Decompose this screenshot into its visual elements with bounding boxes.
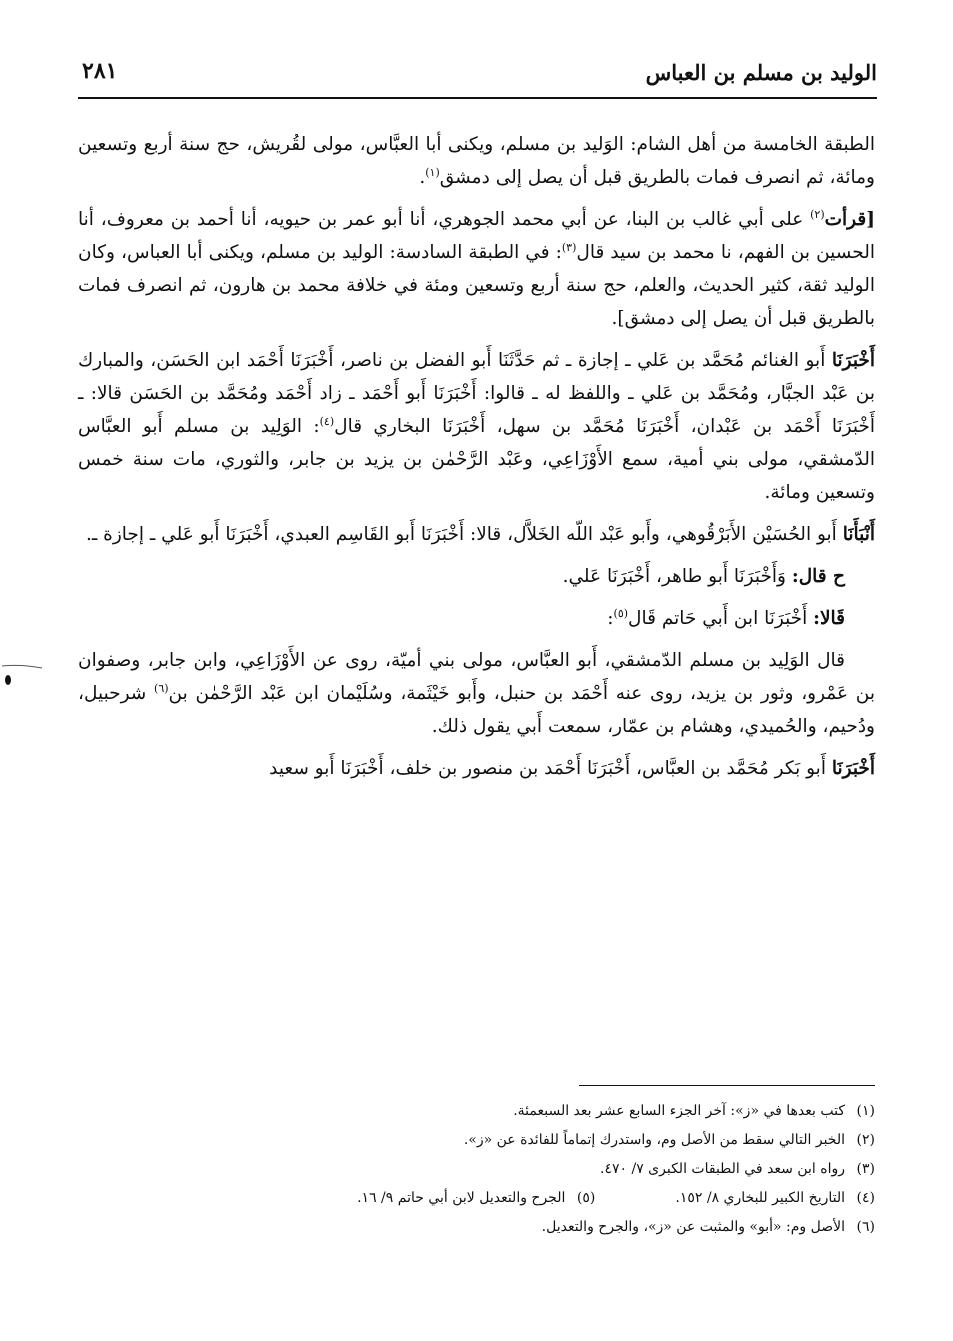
- text-run: قال الوَلِيد بن مسلم الدّمشقي، أَبو العبَّاس، مولى بني أميّة، روى عن الأَوْزَاعِي، وابن جابر، وصفوان بن عَمْرو، وثور بن يزيد، روى عنه أَحْمَد بن حنبل، وأَبو خَيْثَمة، وسُلَيْمان ابن عَبْد الرَّحْمٰن بن: [78, 650, 875, 704]
- text-run: : الوَلِيد بن مسلم أَبو العبَّاس الدّمشقي، مولى بني أمية، سمع الأَوْزَاعِي، وعَبْد الرَّحْمٰن بن يزيد بن جابر، والثوري، مات سنة خمس وتسعين ومائة.: [78, 416, 875, 503]
- text-run: أَبو الحُسَيْن الأَبَرْقُوهي، وأَبو عَبْد اللّه الخَلاَّل، قالا: أَخْبَرَنَا أَبو القَاسِم العبدي، أَخْبَرَنَا أَبو عَلي ـ إجازة ـ.: [85, 524, 843, 545]
- footnote-text: الجرح والتعديل لابن أبي حاتم ٩/ ١٦.: [357, 1190, 566, 1206]
- footnote-rule: [579, 1085, 875, 1086]
- footnote-text: الأصل وم: «أبو» والمثبت عن «ز»، والجرح والتعديل.: [541, 1219, 845, 1235]
- text-run: شرحبيل، ودُحيم، والحُميدي، وهشام بن عمّار، سمعت أَبي يقول ذلك.: [78, 683, 875, 737]
- keyword: أَنْبَأَنَا: [842, 524, 875, 545]
- paragraph: [78, 203, 875, 335]
- footnote-ref: (٢): [810, 207, 825, 221]
- text-run: وَأَخْبَرَنَا أَبو طاهر، أَخْبَرَنَا عَلي.: [562, 566, 792, 587]
- footnote-number: (٣): [856, 1161, 875, 1177]
- text-run: على أبي غالب بن البنا، عن أبي محمد الجوهري، أنا أبو عمر بن حيويه، أنا أحمد بن معروف، أنا الحسين بن الفهم، نا محمد بن سيد قال: [78, 209, 875, 263]
- footnote-text: الخبر التالي سقط من الأصل وم، واستدرك إتماماً للفائدة عن «ز».: [463, 1132, 845, 1148]
- paragraph: [78, 560, 875, 593]
- keyword: أَخْبَرَنَا: [831, 350, 875, 371]
- footnotes: [160, 1097, 875, 1242]
- footnote-item: [160, 1097, 875, 1126]
- margin-scan-mark: [0, 660, 44, 690]
- footnote-number: (١): [856, 1103, 875, 1119]
- footnote-text: التاريخ الكبير للبخاري ٨/ ١٥٢.: [675, 1190, 845, 1206]
- footnote-number: (٢): [856, 1132, 875, 1148]
- keyword: قَالا:: [813, 608, 845, 629]
- footnote-item: [160, 1126, 875, 1155]
- paragraph: [78, 752, 875, 785]
- footnote-item: [160, 1213, 875, 1242]
- text-run: :: [607, 608, 614, 629]
- footnote-item: [160, 1184, 875, 1213]
- footnote-ref: (٦): [154, 681, 169, 695]
- footnote-number: (٤): [856, 1190, 875, 1206]
- page-number: ٢٨١: [82, 58, 118, 84]
- keyword: أَخْبَرَنَا: [831, 758, 875, 779]
- footnote-ref: (٤): [319, 414, 335, 428]
- paragraph: [78, 602, 875, 635]
- paragraph: [78, 128, 875, 194]
- main-text: [78, 128, 875, 794]
- text-run: : في الطبقة السادسة: الوليد بن مسلم، ويكنى أبا العباس، وكان الوليد ثقة، كثير الحديث، والعلم، حج سنة أربع وتسعين ومئة في خلافة محمد بن هارون، ثم انصرف فمات بالطريق قبل أن يصل إلى دمشق].: [78, 242, 875, 329]
- footnote-number: (٥): [576, 1190, 596, 1206]
- running-header-title: الوليد بن مسلم بن العباس: [645, 60, 877, 85]
- paragraph: [78, 344, 875, 509]
- text-run: أَبو بَكر مُحَمَّد بن العبَّاس، أَخْبَرَنَا أَحْمَد بن منصور بن خلف، أَخْبَرَنَا أَبو سعيد: [269, 758, 832, 779]
- text-run: أَبو الغنائم مُحَمَّد بن عَلي ـ إجازة ـ ثم حَدَّثَنَا أَبو الفضل بن ناصر، أَخْبَرَنَا أَحْمَد ابن الحَسَن، والمبارك بن عَبْد الجبَّار، ومُحَمَّد بن عَلي ـ واللفظ له ـ قالوا: أَخْبَرَنَا أَبو أَحْمَد ـ زاد أَحْمَد ومُحَمَّد بن الحَسَن قالا: ـ أَخْبَرَنَا أَحْمَد بن عَبْدان، أَخْبَرَنَا مُحَمَّد بن سهل، أَخْبَرَنَا البخاري قال: [78, 350, 875, 437]
- footnote-number: (٦): [856, 1219, 875, 1235]
- footnote-ref: (٥): [613, 606, 629, 620]
- footnote-ref: (٣): [561, 240, 577, 254]
- paragraph: [78, 518, 875, 551]
- text-run: .: [419, 167, 426, 188]
- text-run: الطبقة الخامسة من أهل الشام: الوَليد بن مسلم، ويكنى أبا العبَّاس، مولى لقُريش، حج سنة أربع وتسعين ومائة، ثم انصرف فمات بالطريق قبل أن يصل إلى دمشق: [78, 134, 875, 188]
- keyword: ح قال:: [791, 566, 845, 587]
- keyword: [قرأت: [824, 209, 875, 230]
- header-rule: [78, 97, 877, 99]
- footnote-item: [160, 1155, 875, 1184]
- footnote-text: كتب بعدها في «ز»: آخر الجزء السابع عشر بعد السبعمئة.: [513, 1103, 845, 1119]
- paragraph: [78, 644, 875, 743]
- footnote-ref: (١): [425, 165, 440, 179]
- footnote-text: رواه ابن سعد في الطبقات الكبرى ٧/ ٤٧٠.: [600, 1161, 845, 1177]
- text-run: أَخْبَرَنَا ابن أَبي حَاتم قَال: [628, 608, 814, 629]
